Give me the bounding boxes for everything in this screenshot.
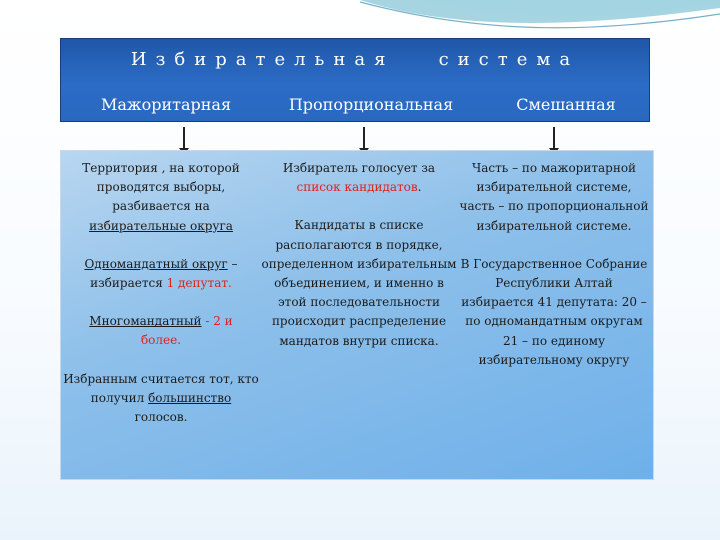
heading-proportional: Пропорциональная	[288, 95, 454, 114]
mixed-altai-example: В Государственное Собрание Республики Алтай избирается 41 депутата: 20 – по одномандатным округам 21 – по единому избирательному округу	[460, 256, 648, 367]
proportional-list-order: Кандидаты в списке располагаются в порядке, определенном избирательным объединением, и именно в этой последовательности происходит распределение мандатов внутри списка.	[261, 218, 457, 348]
slide-title: Избирательная система	[130, 49, 580, 70]
heading-majoritarian: Мажоритарная	[100, 95, 232, 114]
header-bar	[60, 38, 650, 122]
heading-mixed: Смешанная	[516, 95, 616, 114]
column-proportional	[261, 159, 457, 351]
column-majoritarian	[63, 159, 259, 427]
arrow-down-icon	[363, 127, 365, 149]
proportional-vote: Избиратель голосует за список кандидатов.	[282, 161, 436, 195]
majoritarian-single-district: Одномандатный округ – избирается 1 депутат.	[84, 256, 238, 291]
mixed-description: Часть – по мажоритарной избирательной системе, часть – по пропорциональной избирательной системе.	[459, 161, 649, 233]
arrow-down-icon	[183, 127, 185, 149]
content-panel	[60, 150, 654, 480]
arrow-down-icon	[553, 127, 555, 149]
majoritarian-winner: Избранным считается тот, кто получил большинство голосов.	[63, 371, 259, 425]
majoritarian-multi-district: Многомандатный - 2 и более.	[89, 314, 233, 348]
majoritarian-territory: Территория , на которой проводятся выборы, разбивается на избирательные округа	[82, 161, 240, 233]
column-mixed	[459, 159, 649, 370]
